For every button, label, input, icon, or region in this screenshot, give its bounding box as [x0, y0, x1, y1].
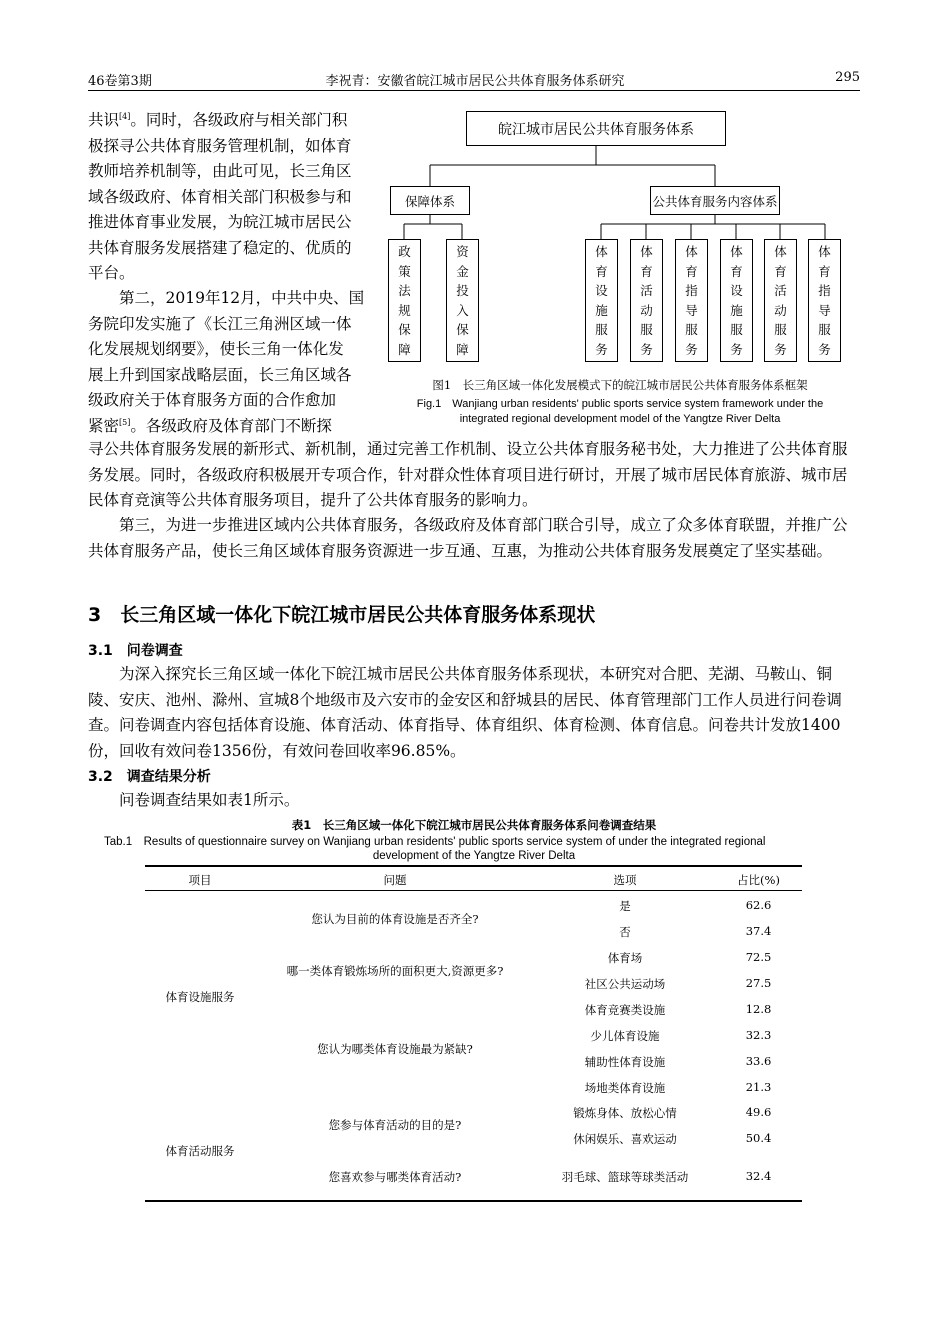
table-percent: 21.3: [745, 1080, 772, 1094]
figure-leaf-guidance-service: [808, 239, 841, 362]
text-fragment: 紧密: [88, 416, 120, 435]
table-top-rule: [145, 865, 802, 867]
figure-leaf-char: 育: [818, 263, 831, 279]
section-3-heading: 3 长三角区域一体化下皖江城市居民公共体育服务体系现状: [88, 604, 596, 626]
figure-leaf-char: 务: [774, 341, 787, 357]
figure-leaf-char: 规: [398, 302, 411, 318]
figure-leaf-char: 导: [818, 302, 831, 318]
text-fragment: 。同时，各级政府与相关部门积: [130, 111, 348, 129]
figure-leaf-char: 活: [774, 283, 787, 298]
text-line: 平台。: [88, 264, 135, 282]
table-percent: 32.3: [745, 1028, 772, 1042]
text-line: 化发展规划纲要》，使长三角一体化发: [88, 340, 344, 358]
figure-leaf-char: 务: [640, 341, 653, 357]
figure-leaf-char: 务: [685, 341, 698, 357]
table-option: 否: [619, 925, 631, 939]
table-question: 您参与体育活动的目的是?: [328, 1118, 462, 1132]
figure-leaf-char: 入: [456, 302, 469, 318]
figure-leaf-char: 服: [640, 322, 653, 337]
section-3-1-heading: 3.1 问卷调查: [88, 643, 183, 659]
table-caption-en-1: Tab.1 Results of questionnaire survey on Wanjiang urban residents' public sports service system of under the integrated regional: [104, 836, 766, 848]
section-3-2-text: 问卷调查结果如表1所示。: [119, 791, 300, 809]
table-question: 哪一类体育锻炼场所的面积更大,资源更多?: [286, 964, 504, 978]
table-bottom-rule: [145, 1200, 802, 1202]
table-option: 锻炼身体、放松心情: [573, 1106, 677, 1120]
table-option: 休闲娱乐、喜欢运动: [573, 1132, 677, 1146]
header-rule: [88, 90, 860, 91]
header-volume: 46卷第3期: [88, 74, 152, 89]
header-title: 李祝青：安徽省皖江城市居民公共体育服务体系研究: [325, 74, 625, 89]
figure-leaf-facility-service: [585, 239, 618, 362]
table-percent: 33.6: [745, 1054, 772, 1068]
intro-paragraph-3: 第三，为进一步推进区域内公共体育服务，各级政府及体育部门联合引导，成立了众多体育联盟，并推广公共体育服务产品，使长三角区域体育服务资源进一步互通、互惠，为推动公共体育服务发展奠定了坚实基础。: [88, 516, 848, 560]
table-option: 是: [619, 899, 631, 913]
table-percent: 27.5: [745, 976, 772, 990]
text-line: [88, 414, 370, 440]
table-option: 体育竞赛类设施: [584, 1003, 666, 1017]
table-percent: 37.4: [745, 924, 772, 938]
table-option: 场地类体育设施: [584, 1081, 666, 1095]
figure-leaf-char: 导: [685, 302, 698, 318]
figure-leaf-char: 体: [595, 244, 608, 259]
table-header-percent: 占比(%): [737, 873, 780, 887]
figure-caption-cn: 图1 长三角区域一体化发展模式下的皖江城市居民公共体育服务体系框架: [432, 378, 808, 392]
figure-leaf-funding: [446, 239, 479, 362]
figure-leaf-facility-service: [720, 239, 753, 362]
figure-leaf-char: 体: [774, 244, 787, 259]
table-percent: 32.4: [745, 1169, 772, 1183]
figure-leaf-char: 资: [456, 244, 469, 259]
text-line: 务院印发实施了《长江三角洲区域一体: [88, 314, 352, 333]
figure-leaf-char: 指: [685, 283, 698, 298]
figure-leaf-char: 务: [595, 341, 608, 357]
figure-leaf-char: 体: [818, 244, 831, 259]
figure-leaf-char: 投: [456, 283, 469, 298]
citation-ref: [5]: [119, 417, 131, 427]
figure-leaf-char: 障: [456, 341, 469, 357]
intro-paragraph-2-continued: 寻公共体育服务发展的新形式、新机制，通过完善工作机制、设立公共体育服务秘书处，大力推进了公共体育服务发展。同时，各级政府积极展开专项合作，针对群众性体育项目进行研讨，开展了城市居民体育旅游、城市居民体育竞演等公共体育服务项目，提升了公共体育服务的影响力。: [88, 440, 848, 509]
table-percent: 12.8: [745, 1002, 772, 1016]
text-line: 展上升到国家战略层面，长三角区域各: [88, 365, 352, 384]
figure-leaf-char: 服: [730, 322, 743, 337]
figure-leaf-char: 障: [398, 341, 411, 357]
table-option: 少儿体育设施: [590, 1029, 660, 1043]
figure-leaf-char: 保: [456, 322, 469, 337]
table-caption-cn: 表1 长三角区域一体化下皖江城市居民公共体育服务体系问卷调查结果: [291, 818, 657, 832]
figure-leaf-char: 务: [818, 341, 831, 357]
text-line: [88, 108, 370, 134]
figure-leaf-char: 育: [685, 263, 698, 279]
figure-caption-en-1: Fig.1 Wanjiang urban residents' public sports service system framework under the: [416, 398, 824, 410]
figure-leaf-char: 政: [398, 244, 411, 259]
figure-leaf-char: 服: [818, 322, 831, 337]
text-line: 第二，2019年12月，中共中央、国: [119, 289, 365, 307]
table-question: 您喜欢参与哪类体育活动?: [328, 1170, 462, 1184]
table-percent: 62.6: [745, 898, 772, 912]
figure-leaf-char: 体: [640, 244, 653, 259]
text-fragment: 。各级政府及体育部门不断探: [130, 416, 332, 435]
text-line: 共体育服务发展搭建了稳定的、优质的: [88, 238, 352, 257]
citation-ref: [4]: [119, 111, 131, 121]
header-page-number: 295: [835, 70, 860, 85]
table-question: 您认为哪类体育设施最为紧缺?: [317, 1042, 473, 1056]
figure-node-support: 保障体系: [390, 186, 470, 215]
figure-leaf-char: 活: [640, 283, 653, 298]
table-category: 体育活动服务: [165, 1144, 235, 1158]
figure-leaf-char: 务: [730, 341, 743, 357]
intro-paragraph-1: [88, 108, 370, 287]
figure-leaf-char: 策: [398, 263, 411, 279]
table-header-item: 项目: [188, 873, 212, 887]
figure-leaf-char: 施: [730, 302, 743, 318]
section-3-2-heading: 3.2 调查结果分析: [88, 769, 211, 785]
table-option: 体育场: [607, 951, 643, 965]
table-caption-en-2: development of the Yangtze River Delta: [372, 850, 576, 862]
figure-leaf-char: 育: [640, 263, 653, 279]
figure-leaf-policy: [388, 239, 421, 362]
figure-leaf-char: 金: [456, 263, 469, 279]
figure-leaf-char: 法: [398, 283, 411, 298]
figure-leaf-char: 保: [398, 322, 411, 337]
figure-leaf-char: 设: [595, 283, 608, 298]
figure-leaf-char: 育: [595, 263, 608, 279]
figure-leaf-char: 施: [595, 302, 608, 318]
text-line: 极探寻公共体育服务管理机制，如体育: [88, 136, 352, 155]
figure-leaf-char: 体: [685, 244, 698, 259]
figure-caption-en-2: integrated regional development model of the Yangtze River Delta: [459, 413, 781, 425]
figure-leaf-char: 动: [774, 302, 787, 318]
section-3-1-text: 为深入探究长三角区域一体化下皖江城市居民公共体育服务体系现状，本研究对合肥、芜湖、马鞍山、铜陵、安庆、池州、滁州、宣城8个地级市及六安市的金安区和舒城县的居民、体育管理部门工作人员进行问卷调查。问卷调查内容包括体育设施、体育活动、体育指导、体育组织、体育检测、体育信息。问卷共计发放1400份，回收有效问卷1356份，有效问卷回收率96.85%。: [88, 665, 842, 760]
figure-leaf-activity-service: [764, 239, 797, 362]
table-header-question: 问题: [383, 873, 407, 887]
intro-paragraph-2: [88, 286, 370, 439]
figure-leaf-char: 育: [774, 263, 787, 279]
text-line: 教师培养机制等，由此可见，长三角区: [88, 162, 352, 180]
table-percent: 72.5: [745, 950, 772, 964]
text-line: 域各级政府、体育相关部门积极参与和: [88, 187, 352, 206]
table-option: 羽毛球、篮球等球类活动: [561, 1170, 689, 1184]
table-option: 辅助性体育设施: [584, 1055, 666, 1069]
figure-root-node: 皖江城市居民公共体育服务体系: [466, 111, 726, 146]
figure-leaf-char: 动: [640, 302, 653, 318]
table-percent: 49.6: [745, 1105, 772, 1119]
figure-leaf-char: 服: [595, 322, 608, 337]
figure-node-content: 公共体育服务内容体系: [650, 186, 780, 215]
table-question: 您认为目前的体育设施是否齐全?: [311, 912, 479, 926]
text-line: 级政府关于体育服务方面的合作愈加: [88, 391, 337, 409]
table-percent: 50.4: [745, 1131, 772, 1145]
figure-leaf-char: 服: [685, 322, 698, 337]
table-header-rule: [145, 890, 802, 891]
figure-leaf-char: 指: [818, 283, 831, 298]
figure-leaf-char: 育: [730, 263, 743, 279]
figure-leaf-guidance-service: [675, 239, 708, 362]
table-category: 体育设施服务: [165, 990, 235, 1004]
table-header-option: 选项: [613, 873, 637, 887]
text-line: 推进体育事业发展，为皖江城市居民公: [88, 213, 352, 231]
figure-leaf-char: 体: [730, 244, 743, 259]
figure-leaf-activity-service: [630, 239, 663, 362]
text-fragment: 共识: [88, 111, 120, 129]
table-option: 社区公共运动场: [584, 977, 666, 991]
figure-leaf-char: 服: [774, 322, 787, 337]
figure-leaf-char: 设: [730, 283, 743, 298]
